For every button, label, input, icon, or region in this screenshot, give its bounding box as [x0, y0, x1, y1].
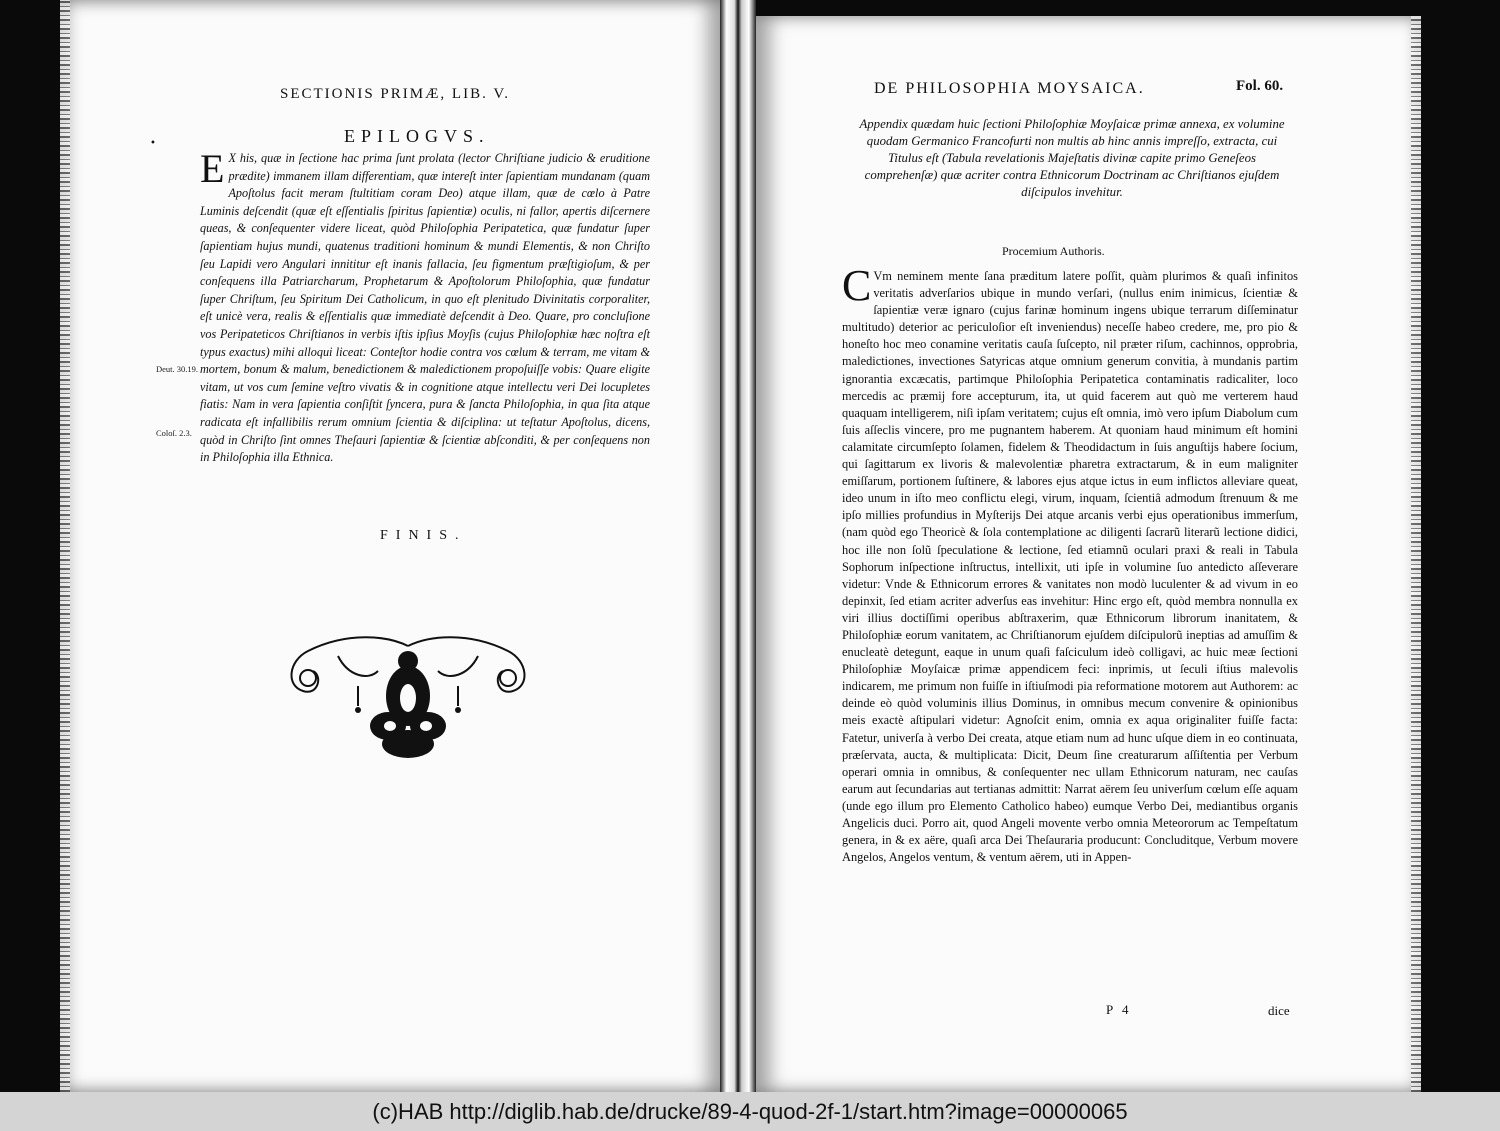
dropcap-e: E: [200, 146, 225, 191]
margin-note-colos: Coloſ. 2.3.: [156, 428, 192, 438]
bullet-mark: •: [150, 138, 156, 149]
signature-mark: P 4: [1106, 1002, 1132, 1017]
copyright-footer: (c)HAB http://diglib.hab.de/drucke/89-4-quod-2f-1/start.htm?image=00000065: [0, 1092, 1500, 1131]
finis-text: FINIS.: [380, 528, 467, 543]
margin-note-deut: Deut. 30.19.: [156, 364, 199, 374]
section-title: EPILOGVS.: [344, 126, 490, 146]
running-head-left: SECTIONIS PRIMÆ, LIB. V.: [280, 86, 510, 102]
dropcap-c: C: [842, 261, 872, 310]
right-page: [756, 16, 1421, 1092]
page-edge: [1411, 16, 1421, 1092]
left-page: [60, 0, 720, 1092]
main-body: Vm neminem mente ſana præditum latere poſſit, quàm plurimos & quaſi infinitos veritatis adverſarios ubique in mundo verſari, (nullus enim inimicus, ſcientiæ & ſapientiæ veræ ignaro (cujus farinæ hominum ingens ubique terrarum diſſeminatur multitudo) deterior ac periculoſior eſt inveniendus) neceſſe habeo credere, me, pro pio & honeſto hoc meo conamine veritatis cauſa ſuſcepto, nil præter riſum, cachinnos, opprobria, maledictiones, invectiones Satyricas atque omnium generum convitia, à mundanis partim ignorantia excæcatis, partimque Philoſophia Peripatetica contaminatis radicaliter, loco mercedis ac præmij fore accepturum, ita, ut quid facerem aut quò me verterem haud quaquam intelligerem, niſi ipſam veritatem; cujus eſt omnia, imò vero ipſum Diabolum cum ſuis aſſeclis vincere, pro me pugnantem haberem. At quoniam haud minimum eſt homini calamitate circumſepto ſolamen, fidelem & Theodidactum in ſuis anguſtijs habere ſocium, qui ſagittarum ex livoris & malevolentiæ pharetra extractarum, & in eum maligniter emiſſarum, portionem ſuſtinere, & labores ejus atque ictus in eum inflictos alleviare queat, ideo unum in iſto meo conflictu elegi, virum, inquam, ſcientiâ admodum ſtrenuum & me ipſo millies profundius in Myſterijs Dei atque arcanis verbi ejus operationibus immerſum, (nam quòd ego Theoricè & ſola contemplatione ac diligenti ſacrarũ literarũ lectione didici, hoc ille non ſolũ ſpeculatione & lectione, ſed etiamnũ oculari praxi & reali in Tabula Sophorum inſpectione inſtructus, intellixit, uti ipſe in volumine ſuo antedicto aſſeverare videtur: Vnde & Ethnicorum errores & vanitates non modò luculenter & ad vivum in eo depinxit, ſed etiam acriter adverſus eas invehitur: Hinc ergo eſt, quòd membra nonnulla ex viri illius doctiſſimi operibus abſtraxerim, quæ Ethnicorum librorum inanitatem, & Philoſophiæ eorum vanitatem, ac Chriſtianorum ejuſdem diſcipulorũ ineptias ad amuſſim & enucleatè detegunt, eaque in unum quaſi faſciculum ideò colligavi, ac huic meæ ſectioni Philoſophiæ Moyſaicæ primæ appendicem feci: inprimis, ut ſeculi iſtius malevolis indicarem, me primum non fuiſſe in iſtiuſmodi pia reformatione motorem aut Authorem: ac deinde eò quòd voluminis illius Dominus, in omnibus mecum convenire & opinionibus meis exactè aſtipulari videtur: Agnoſcit enim, omnia ex aqua originaliter fuiſſe facta: Fatetur, univerſa à verbo Dei creata, atque etiam num ad hunc uſque diem in eo continuata, præſervata, aucta, & multiplicata: Dicit, Deum ſine creaturarum aſſiſtentia per Verbum operari omnia in omnibus, & conſequenter nec ullam Ethnicorum naturam, nec cauſas earum aut ſecundarias aut tertianas admittit: Narrat aërem ſeu univerſum cœlum eſſe aquam (unde ego illum pro Elemento Catholico habeo) eumque Verbo Dei, mediantibus organis Angelicis duci. Porro ait, quod Angeli movente verbo omnia Meteororum ac Tempeſtatum genera, in & ex aëre, quaſi arca Dei Theſauraria producunt: Concluditque, Verbum movere Angelos, Angelos ventum, & ventum aërem, uti in Appen-: [842, 269, 1298, 865]
book-gutter: [720, 0, 756, 1092]
catchword: dice: [1268, 1003, 1290, 1018]
folio-number: Fol. 60.: [1236, 78, 1284, 94]
prooemium-heading: Procemium Authoris.: [1002, 244, 1105, 258]
running-head-right: DE PHILOSOPHIA MOYSAICA.: [874, 80, 1145, 97]
page-edge: [60, 0, 70, 1092]
main-text: [842, 261, 1298, 866]
epilogue-text: [200, 146, 650, 467]
appendix-title: Appendix quædam huic ſectioni Philoſophiæ Moyſaicæ primæ annexa, ex volumine quodam Germanico Francofurti non multis ab hinc annis impreſſo, extracta, cui Titulus eſt (Tabula revelationis Majeſtatis divinæ capite primo Geneſeos comprehenſæ) quæ acriter contra Ethnicorum Doctrinam ac Chriſtianos ejuſdem diſcipulos invehitur.: [859, 117, 1285, 199]
epilogue-body: X his, quæ in ſectione hac prima ſunt prolata (lector Chriſtiane judicio & eruditione prædite) immanem illam differentiam, quæ intereſt inter ſapientiam mundanam (quam Apoſtolus facit meram ſtultitiam coram Deo) atque illam, quæ de cœlo à Patre Luminis deſcendit (quæ eſt eſſentialis ſpiritus ſapientiæ) oculis, ni fallor, apertis diſcernere queas, & conſequenter videre liceat, quòd Philoſophia Peripatetica, quæ fundatur ſuper ſapientiam hujus mundi, quatenus traditioni hominum & mundi Elementis, & non Chriſto ſeu Lapidi vero Angulari innititur eſt inanis fallacia, ſeu figmentum præſtigioſum, & per conſequens illa Patriarcharum, Prophetarum & Apoſtolorum Philoſophia, quæ fundatur ſuper Chriſtum, ſeu Spiritum Dei Catholicum, in quo eſt plenitudo Divinitatis corporaliter, eſt unicè vera, realis & eſſentialis quæ immediatè deſcendit à Deo. Quare, pro concluſione vos Peripateticos Chriſtianos in verbis iſtis ipſius Moyſis (cujus Philoſophiæ hæc noſtra eſt typus exactus) mihi alloqui liceat: Conteſtor hodie contra vos cœlum & terram, me vitam & mortem, bonum & malum, benedictionem & maledictionem propoſuiſſe vobis: Quare eligite vitam, ut vos cum ſemine veſtro vivatis & in cognitione atque intellectu veri Dei locupletes fiatis: Nam in vera ſapientia conſiſtit ſyncera, pura & ſancta Philoſophia, in qua ſita atque radicata eſt infallibilis rerum omnium ſcientia & diſciplina: ut teſtatur Apoſtolus, dicens, quòd in Chriſto ſint omnes Theſauri ſapientiæ & ſcientiæ abſconditi, & per conſequens non in Philoſophia illa Ethnica.: [200, 151, 650, 465]
floral-ornament-icon: [278, 626, 538, 766]
